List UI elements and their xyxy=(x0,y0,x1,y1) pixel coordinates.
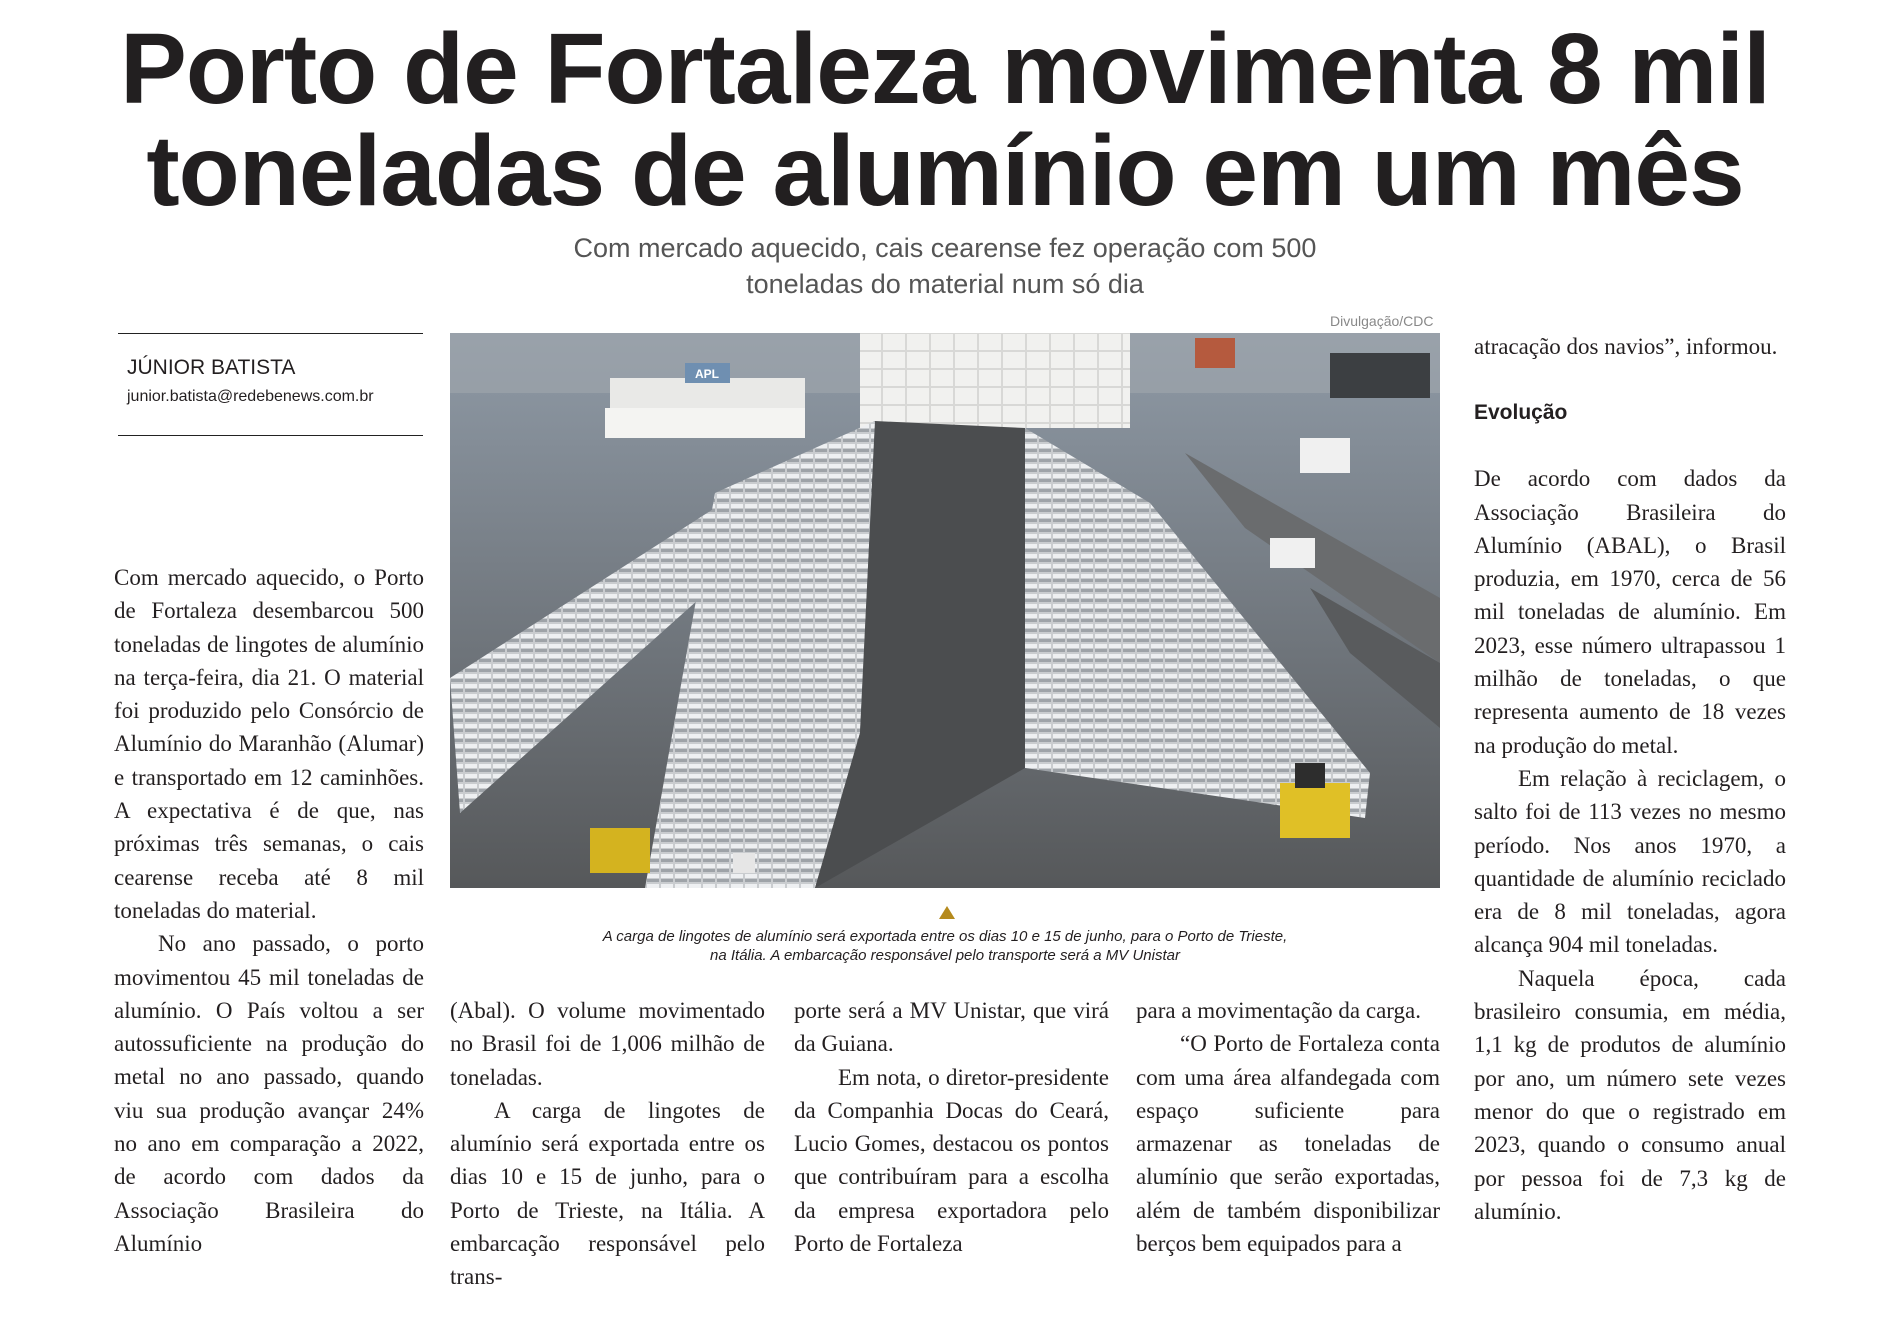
photo-caption: A carga de lingotes de alumínio será exportada entre os dias 10 e 15 de junho, para o Porto de Trieste, na Itália. A embarcação responsável pelo transporte será a MV Unistar xyxy=(602,928,1288,964)
article-photo xyxy=(450,333,1440,888)
paragraph: No ano passado, o porto movimentou 45 mil toneladas de alumínio. O País voltou a ser autossuficiente na produção do metal no ano passado, quando viu sua produção avançar 24% no ano em comparação a 2022, de acordo com dados da Associação Brasileira do Alumínio xyxy=(114,931,424,1256)
byline-top-rule xyxy=(118,333,423,334)
section-heading: Evolução xyxy=(1474,401,1568,425)
photo-credit: Divulgação/CDC xyxy=(1330,313,1434,329)
apl-sign: APL xyxy=(695,367,719,381)
byline-bottom-rule xyxy=(118,435,423,436)
paragraph: Naquela época, cada brasileiro consumia, em média, 1,1 kg de produtos de alumínio por ano, um número sete vezes menor do que o registrado em 2023, quando o consumo anual por pessoa foi de 7,3 kg de alumínio. xyxy=(1474,965,1786,1224)
paragraph: A carga de lingotes de alumínio será exportada entre os dias 10 e 15 de junho, para o Porto de Trieste, na Itália. A embarcação responsável pelo trans- xyxy=(450,1097,765,1290)
article-column-5 xyxy=(1474,330,1786,1228)
paragraph: (Abal). O volume movimentado no Brasil foi de 1,006 milhão de toneladas. xyxy=(450,998,765,1090)
article-column-1 xyxy=(114,561,424,1260)
paragraph: Com mercado aquecido, o Porto de Fortaleza desembarcou 500 toneladas de lingotes de alumínio na terça-feira, dia 21. O material foi produzido pelo Consórcio de Alumínio do Maranhão (Alumar) e transportado em 12 caminhões. A expectativa é de que, nas próximas três semanas, o cais cearense receba até 8 mil toneladas do material. xyxy=(114,565,424,923)
paragraph: porte será a MV Unistar, que virá da Guiana. xyxy=(794,998,1109,1057)
paragraph: atracação dos navios”, informou. xyxy=(1474,334,1778,359)
article-column-3 xyxy=(794,994,1109,1260)
subtitle: Com mercado aquecido, cais cearense fez operação com 500 toneladas do material num só dia xyxy=(573,233,1317,299)
article-column-4 xyxy=(1136,994,1440,1260)
author-email: junior.batista@redebenews.com.br xyxy=(127,388,374,405)
paragraph: Em nota, o diretor-presidente da Companhia Docas do Ceará, Lucio Gomes, destacou os pontos que contribuíram para a escolha da empresa exportadora pelo Porto de Fortaleza xyxy=(794,1064,1109,1257)
paragraph: De acordo com dados da Associação Brasileira do Alumínio (ABAL), o Brasil produzia, em 1970, cerca de 56 mil toneladas de alumínio. Em 2023, esse número ultrapassou 1 milhão de toneladas, o que representa aumento de 18 vezes na produção do metal. xyxy=(1474,466,1786,758)
aluminum-ingots-photo xyxy=(450,333,1440,888)
caption-triangle-icon xyxy=(939,906,955,919)
paragraph: para a movimentação da carga. xyxy=(1136,998,1422,1023)
paragraph: Em relação à reciclagem, o salto foi de 113 vezes no mesmo período. Nos anos 1970, a quantidade de alumínio reciclado era de 8 mil toneladas, agora alcança 904 mil toneladas. xyxy=(1474,765,1786,958)
paragraph: “O Porto de Fortaleza conta com uma área alfandegada com espaço suficiente para armazenar as toneladas de alumínio que serão exportadas, além de também disponibilizar berços bem equipados para a xyxy=(1136,1031,1440,1257)
article-column-2 xyxy=(450,994,765,1294)
author-name: JÚNIOR BATISTA xyxy=(127,356,296,379)
headline: Porto de Fortaleza movimenta 8 mil toneladas de alumínio em um mês xyxy=(120,13,1770,227)
